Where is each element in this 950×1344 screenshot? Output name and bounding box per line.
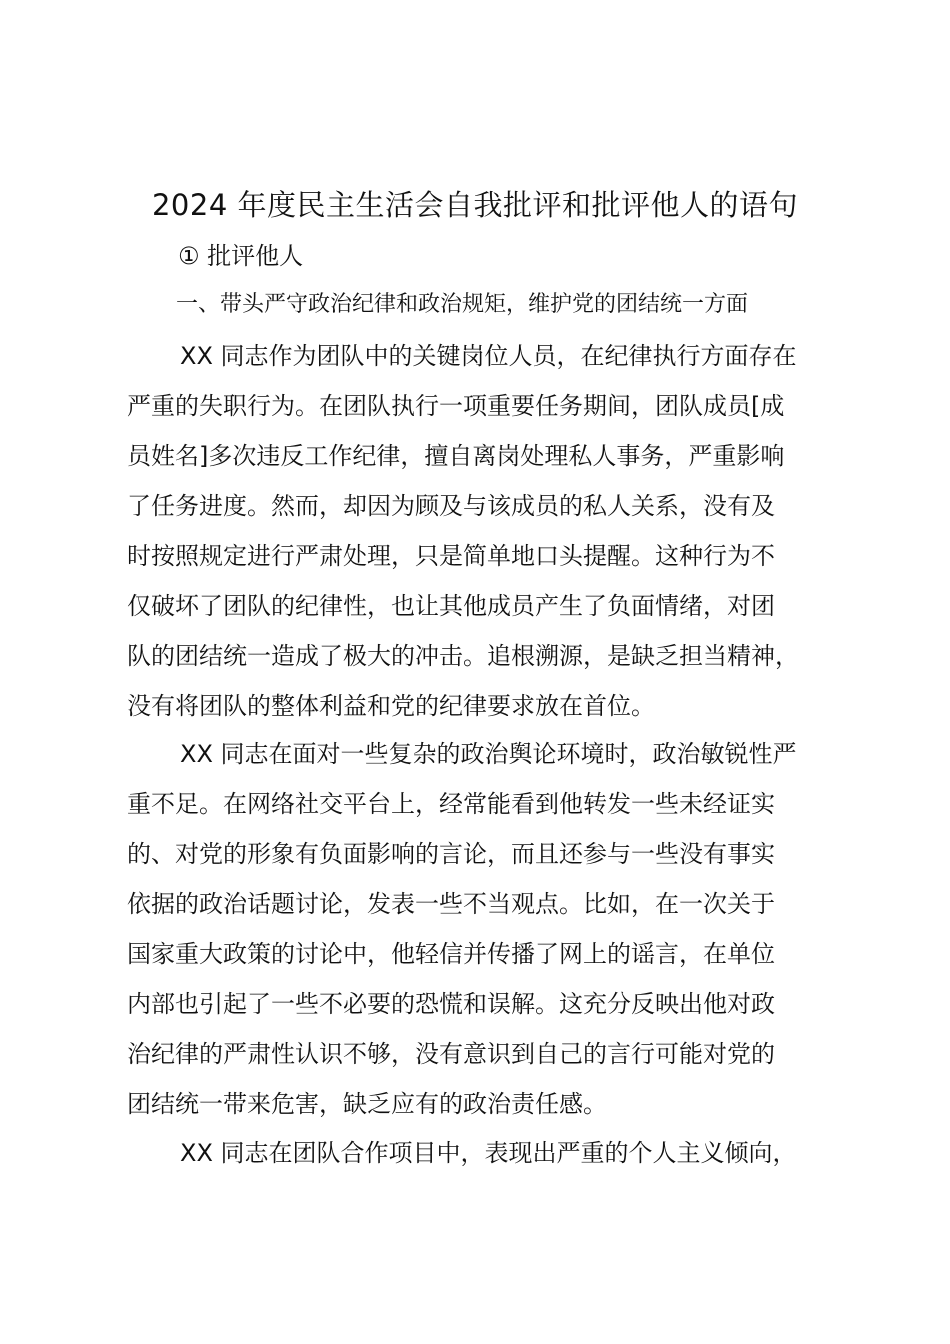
paragraph-3 xyxy=(127,1128,857,1178)
paragraph-line: 国家重大政策的讨论中，他轻信并传播了网上的谣言，在单位 xyxy=(127,940,775,968)
paragraph-line: 仅破坏了团队的纪律性，也让其他成员产生了负面情绪，对团 xyxy=(127,592,775,620)
paragraph-line: 没有将团队的整体利益和党的纪律要求放在首位。 xyxy=(127,692,655,720)
paragraph-1 xyxy=(127,331,857,731)
section-heading: 一、带头严守政治纪律和政治规矩，维护党的团结统一方面 xyxy=(176,292,749,317)
document-title: 2024 年度民主生活会自我批评和批评他人的语句 xyxy=(151,188,799,222)
paragraph-line: 团结统一带来危害，缺乏应有的政治责任感。 xyxy=(127,1090,607,1118)
paragraph-line: XX 同志作为团队中的关键岗位人员，在纪律执行方面存在 xyxy=(180,342,797,370)
paragraph-line: 依据的政治话题讨论，发表一些不当观点。比如，在一次关于 xyxy=(127,890,775,918)
paragraph-2 xyxy=(127,729,857,1129)
paragraph-line: 时按照规定进行严肃处理，只是简单地口头提醒。这种行为不 xyxy=(127,542,775,570)
paragraph-line: 重不足。在网络社交平台上，经常能看到他转发一些未经证实 xyxy=(127,790,775,818)
paragraph-line: XX 同志在团队合作项目中，表现出严重的个人主义倾向， xyxy=(180,1139,797,1167)
paragraph-line: 内部也引起了一些不必要的恐慌和误解。这充分反映出他对政 xyxy=(127,990,775,1018)
paragraph-line: 员姓名]多次违反工作纪律，擅自离岗处理私人事务，严重影响 xyxy=(127,442,785,470)
paragraph-line: 的、对党的形象有负面影响的言论，而且还参与一些没有事实 xyxy=(127,840,775,868)
subtitle: ① 批评他人 xyxy=(178,242,304,270)
paragraph-line: 队的团结统一造成了极大的冲击。追根溯源，是缺乏担当精神， xyxy=(127,642,799,670)
paragraph-line: 了任务进度。然而，却因为顾及与该成员的私人关系，没有及 xyxy=(127,492,775,520)
paragraph-line: XX 同志在面对一些复杂的政治舆论环境时，政治敏锐性严 xyxy=(180,740,797,768)
paragraph-line: 治纪律的严肃性认识不够，没有意识到自己的言行可能对党的 xyxy=(127,1040,775,1068)
paragraph-line: 严重的失职行为。在团队执行一项重要任务期间，团队成员[成 xyxy=(127,392,785,420)
